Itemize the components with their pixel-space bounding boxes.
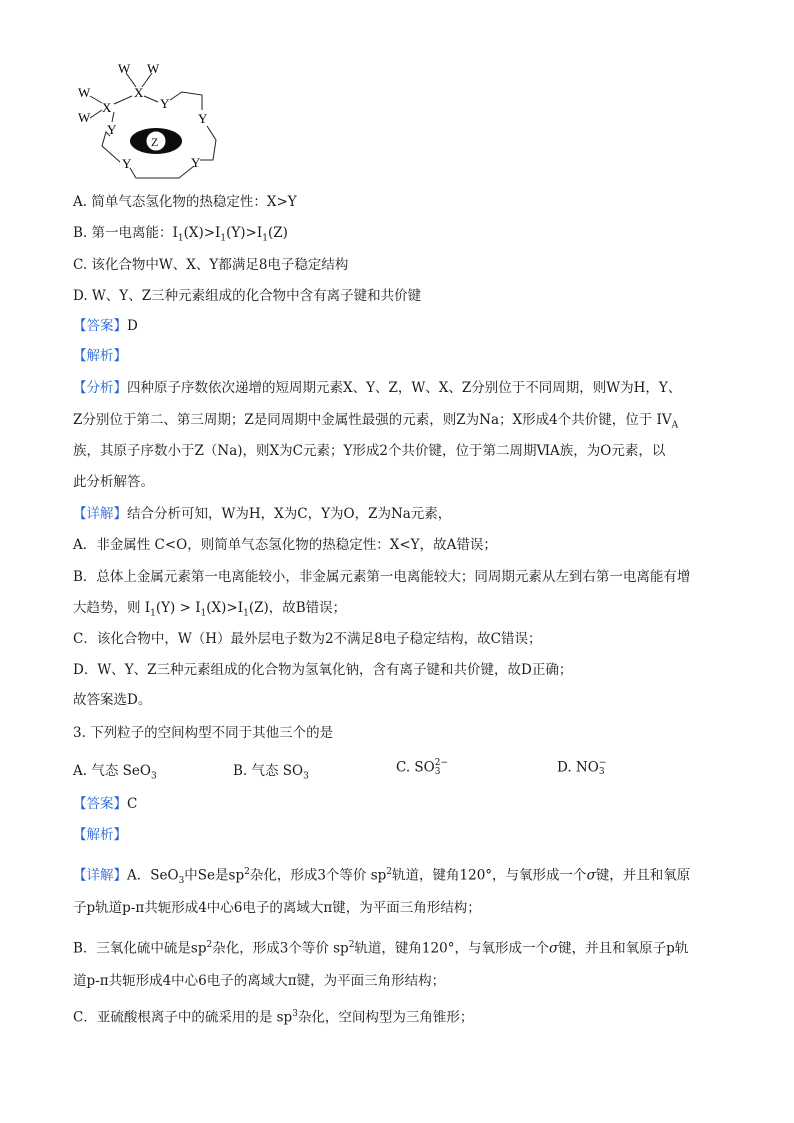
option-b: B. 第一电离能：$I_1(X)>I_1(Y)>I_1(Z)$: [73, 225, 288, 244]
xiangjie-a: A．非金属性 C<O，则简单气态氢化物的热稳定性：X<Y，故A错误；: [73, 537, 497, 553]
option-d: D. W、Y、Z三种元素组成的化合物中含有离子键和共价键: [73, 288, 422, 304]
fenxi-line-3: 族，其原子序数小于Z（Na)，则X为C元素；Y形成2个共价键，位于第二周期ⅥA族，为O元素，以: [73, 443, 666, 459]
q3-xiangjie-b-1: B．三氧化硫中硫是$sp^2$杂化，形成3个等价 $sp^2$轨道，键角120°，与氧形成一个σ键，并且和氧原子p轨: [73, 940, 689, 957]
xiangjie-tag: 【详解】: [73, 506, 127, 522]
sigma-symbol: σ: [548, 940, 559, 957]
q3-analysis-heading: 【解析】: [73, 827, 127, 843]
diagram-label-w: W: [118, 61, 131, 76]
fenxi-tag: 【分析】: [73, 380, 127, 396]
option-c: C. 该化合物中W、X、Y都满足8电子稳定结构: [73, 257, 349, 273]
xiangjie-c: C．该化合物中，W（H）最外层电子数为2不满足8电子稳定结构，故C错误；: [73, 631, 542, 647]
q3-answer-line: [73, 794, 137, 814]
q3-option-d: D. NO − 3: [557, 758, 607, 777]
xiangjie-d: D．W、Y、Z三种元素组成的化合物为氢氧化钠，含有离子键和共价键，故D正确；: [73, 662, 573, 678]
answer-value: D: [127, 318, 138, 334]
fenxi-line-4: 此分析解答。: [73, 474, 154, 490]
diagram-label-y: Y: [198, 111, 208, 126]
q3-option-a: A. 气态 SeO$_3$: [73, 763, 157, 782]
answer-tag: 【答案】: [73, 796, 127, 812]
q3-xiangjie-c: C．亚硫酸根离子中的硫采用的是 $sp^3$杂化，空间构型为三角锥形；: [73, 1009, 474, 1026]
q3-xiangjie-b-2: 道p-π共轭形成4中心6电子的离域大π键，为平面三角形结构；: [73, 973, 446, 989]
xiangjie-tag: 【详解】: [73, 867, 127, 884]
crown-ether-structure-diagram: [74, 60, 234, 185]
xiangjie-b-2: 大趋势，则 $I_1(Y) > I_1(X)>I_1(Z)$，故B错误；: [73, 600, 347, 619]
sigma-symbol: σ: [586, 867, 596, 884]
diagram-label-w: W: [147, 61, 160, 76]
question-3-stem: 3. 下列粒子的空间构型不同于其他三个的是: [73, 725, 334, 741]
q3-xiangjie-a-1: 【详解】A．SeO$_3$中Se是$sp^2$杂化，形成3个等价 $sp^2$轨道，键角120°，与氧形成一个σ键，并且和氧原: [73, 867, 691, 887]
q3-option-c: C. SO 2− 3: [396, 758, 449, 777]
diagram-label-x: X: [134, 85, 144, 100]
diagram-label-y: Y: [107, 122, 117, 137]
xiangjie-end: 故答案选D。: [73, 692, 152, 708]
diagram-label-z: Z: [151, 135, 159, 149]
diagram-label-y: Y: [191, 155, 201, 170]
diagram-label-y: Y: [160, 96, 170, 111]
xiangjie-b-1: B．总体上金属元素第一电离能较小，非金属元素第一电离能较大；同周期元素从左到右第一电离能有增: [73, 569, 691, 585]
option-a: A. 简单气态氢化物的热稳定性：X>Y: [73, 194, 297, 210]
fenxi-line-2: Z分别位于第二、第三周期；Z是同周期中金属性最强的元素，则Z为Na；X形成4个共价键，位于 $IV_A$: [73, 412, 679, 431]
answer-line: [73, 316, 138, 336]
q3-option-b: B. 气态 $SO_3$: [233, 763, 309, 782]
analysis-heading: 【解析】: [73, 348, 127, 364]
answer-value: C: [127, 796, 138, 812]
xiangjie-line-1: 【详解】结合分析可知，W为H，X为C，Y为O，Z为Na元素，: [73, 506, 452, 522]
diagram-label-w: W: [78, 85, 91, 100]
fenxi-line-1: 【分析】四种原子序数依次递增的短周期元素X、Y、Z，W、X、Z分别位于不同周期，则W为H，Y、: [73, 380, 682, 396]
diagram-label-y: Y: [122, 156, 132, 171]
diagram-label-w: W: [78, 110, 91, 125]
answer-tag: 【答案】: [73, 318, 127, 334]
q3-xiangjie-a-2: 子p轨道p-π共轭形成4中心6电子的离域大π键，为平面三角形结构；: [73, 900, 481, 916]
diagram-label-x: X: [102, 100, 112, 115]
